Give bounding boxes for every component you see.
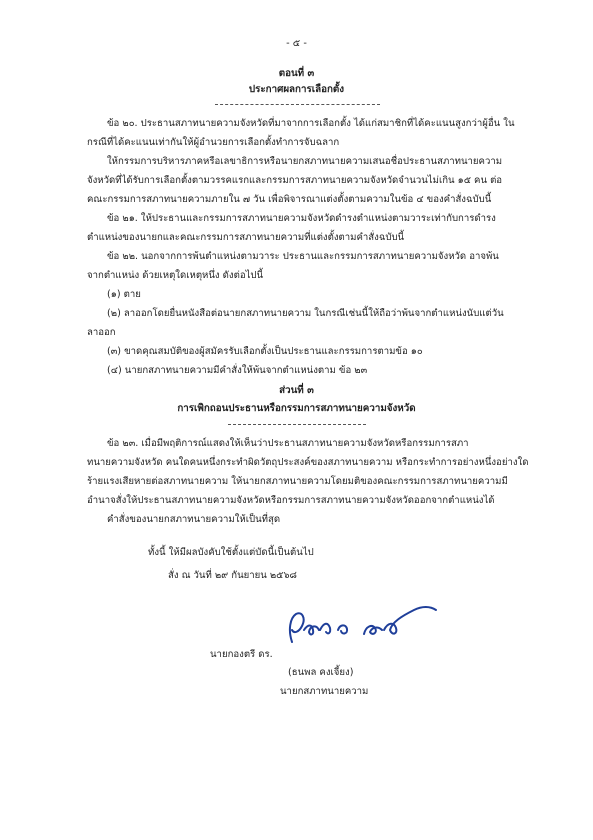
divider [228,424,366,425]
clause-22-item-2-line-2: ลาออก [87,327,116,338]
clause-23-line-3: ร้ายแรงเสียหายต่อสภาทนายความ ให้นายกสภาทนายความโดยมติของคณะกรรมการสภาทนายความมี [87,476,508,487]
clause-22-item-2-line-1: (๒) ลาออกโดยยื่นหนังสือต่อนายกสภาทนายความ ในกรณีเช่นนี้ให้ถือว่าพ้นจากตำแหน่งนับแต่วัน [107,308,504,319]
order-date: สั่ง ณ วันที่ ๒๙ กันยายน ๒๕๖๘ [168,570,297,581]
signatory-rank: นายกองตรี ดร. [210,649,273,660]
page-number: - ๕ - [286,38,307,49]
part-heading: ตอนที่ ๓ [278,68,315,79]
clause-22-line-1: ข้อ ๒๒. นอกจากการพ้นตำแหน่งตามวาระ ประธานและกรรมการสภาทนายความจังหวัด อาจพ้น [107,251,499,262]
effective-statement: ทั้งนี้ ให้มีผลบังคับใช้ตั้งแต่บัดนี้เป็นต้นไป [148,547,314,558]
clause-21-line-1: ข้อ ๒๑. ให้ประธานและกรรมการสภาทนายความจังหวัดดำรงตำแหน่งตามวาระเท่ากับการดำรง [107,213,496,224]
part-title: ประกาศผลการเลือกตั้ง [248,84,345,95]
clause-21-line-2: ตำแหน่งของนายกและคณะกรรมการสภาทนายความที่แต่งตั้งตามคำสั่งฉบับนี้ [87,232,405,243]
clause-20-line-1: ข้อ ๒๐. ประธานสภาทนายความจังหวัดที่มาจากการเลือกตั้ง ได้แก่สมาชิกที่ได้คะแนนสูงกว่าผู้อื่น ใน [107,118,515,129]
clause-23-line-5: คำสั่งของนายกสภาทนายความให้เป็นที่สุด [107,514,281,525]
section-title: การเพิกถอนประธานหรือกรรมการสภาทนายความจังหวัด [177,403,416,414]
clause-20-line-2: กรณีที่ได้คะแนนเท่ากันให้ผู้อำนวยการเลือกตั้งทำการจับฉลาก [87,137,340,148]
clause-22-item-4: (๔) นายกสภาทนายความมีคำสั่งให้พ้นจากตำแหน่งตาม ข้อ ๒๓ [107,365,368,376]
clause-23-line-4: อำนาจสั่งให้ประธานสภาทนายความจังหวัดหรือกรรมการสภาทนายความจังหวัดออกจากตำแหน่งได้ [87,495,495,506]
signatory-name: (ธนพล คงเจี้ยง) [288,667,354,678]
clause-22-line-2: จากตำแหน่ง ด้วยเหตุใดเหตุหนึ่ง ดังต่อไปนี้ [87,270,264,281]
signature [280,600,440,648]
section-heading: ส่วนที่ ๓ [279,385,314,396]
signatory-position: นายกสภาทนายความ [280,686,369,697]
clause-20-para-2-line-3: คณะกรรมการสภาทนายความภายใน ๗ วัน เพื่อพิจารณาแต่งตั้งตามความในข้อ ๔ ของคำสั่งฉบับนี้ [87,194,492,205]
clause-23-line-2: ทนายความจังหวัด คนใดคนหนึ่งกระทำผิดวัตถุประสงค์ของสภาทนายความ หรือกระทำการอย่างหนึ่งอย่างใด [87,457,529,468]
divider [215,104,380,105]
clause-23-line-1: ข้อ ๒๓. เมื่อมีพฤติการณ์แสดงให้เห็นว่าประธานสภาทนายความจังหวัดหรือกรรมการสภา [107,438,469,449]
clause-20-para-2-line-2: จังหวัดที่ได้รับการเลือกตั้งตามวรรคแรกและกรรมการสภาทนายความจังหวัดจำนวนไม่เกิน ๑๕ คน ต่อ [87,175,503,186]
clause-22-item-3: (๓) ขาดคุณสมบัติของผู้สมัครรับเลือกตั้งเป็นประธานและกรรมการตามข้อ ๑๐ [107,346,423,357]
clause-22-item-1: (๑) ตาย [107,289,141,300]
clause-20-para-2-line-1: ให้กรรมการบริหารภาคหรือเลขาธิการหรือนายกสภาทนายความเสนอชื่อประธานสภาทนายความ [107,156,503,167]
